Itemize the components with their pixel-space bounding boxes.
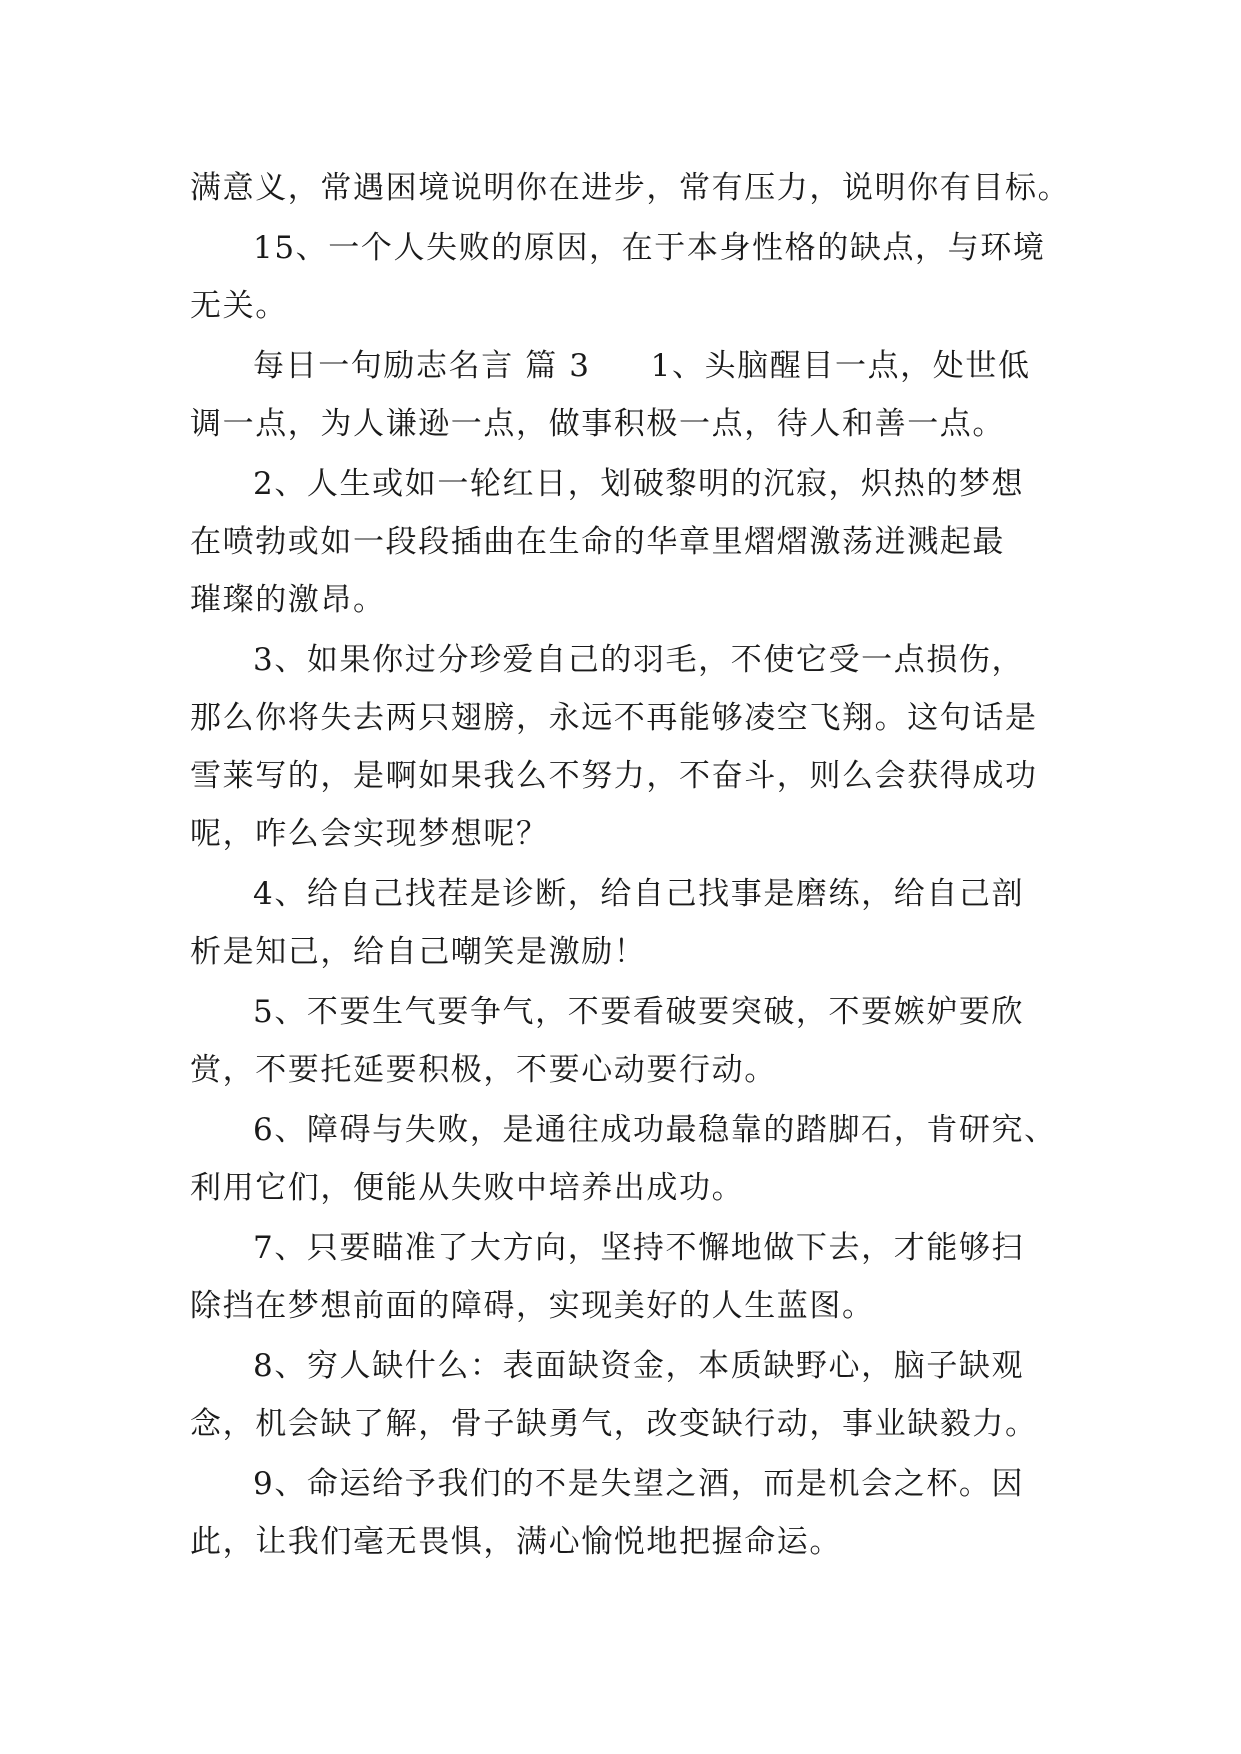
text-line: 雪莱写的，是啊如果我么不努力，不奋斗，则么会获得成功 — [190, 758, 1038, 794]
quote-15: 15、一个人失败的原因，在于本身性格的缺点，与环境 — [253, 230, 1046, 266]
text-line: 在喷勃或如一段段插曲在生命的华章里熠熠激荡迸溅起最 — [190, 524, 1005, 560]
section-heading: 每日一句励志名言 篇 3 — [253, 348, 591, 384]
text-line: 析是知己，给自己嘲笑是激励！ — [190, 934, 647, 970]
text-line: 赏，不要托延要积极，不要心动要行动。 — [190, 1052, 777, 1088]
section-heading-line — [253, 346, 1031, 386]
quote-1: 1、头脑醒目一点，处世低 — [650, 348, 1031, 384]
quote-2: 2、人生或如一轮红日，划破黎明的沉寂，炽热的梦想 — [253, 466, 1025, 502]
text-line: 利用它们，便能从失败中培养出成功。 — [190, 1170, 745, 1206]
quote-8: 8、穷人缺什么：表面缺资金，本质缺野心，脑子缺观 — [253, 1348, 1025, 1384]
text-line: 此，让我们毫无畏惧，满心愉悦地把握命运。 — [190, 1524, 842, 1560]
text-line: 无关。 — [190, 288, 288, 324]
text-line: 那么你将失去两只翅膀，永远不再能够凌空飞翔。这句话是 — [190, 700, 1038, 736]
text-line: 璀璨的激昂。 — [190, 582, 386, 618]
text-line: 念，机会缺了解，骨子缺勇气，改变缺行动，事业缺毅力。 — [190, 1406, 1038, 1442]
text-line: 满意义，常遇困境说明你在进步，常有压力，说明你有目标。 — [190, 170, 1071, 206]
quote-5: 5、不要生气要争气，不要看破要突破，不要嫉妒要欣 — [253, 994, 1025, 1030]
quote-9: 9、命运给予我们的不是失望之酒，而是机会之杯。因 — [253, 1466, 1025, 1502]
text-line: 调一点，为人谦逊一点，做事积极一点，待人和善一点。 — [190, 406, 1005, 442]
quote-6: 6、障碍与失败，是通往成功最稳靠的踏脚石，肯研究、 — [253, 1112, 1057, 1148]
text-line: 呢，咋么会实现梦想呢？ — [190, 816, 549, 852]
quote-4: 4、给自己找茬是诊断，给自己找事是磨练，给自己剖 — [253, 876, 1025, 912]
quote-3: 3、如果你过分珍爱自己的羽毛，不使它受一点损伤， — [253, 642, 1025, 678]
quote-7: 7、只要瞄准了大方向，坚持不懈地做下去，才能够扫 — [253, 1230, 1025, 1266]
text-line: 除挡在梦想前面的障碍，实现美好的人生蓝图。 — [190, 1288, 875, 1324]
